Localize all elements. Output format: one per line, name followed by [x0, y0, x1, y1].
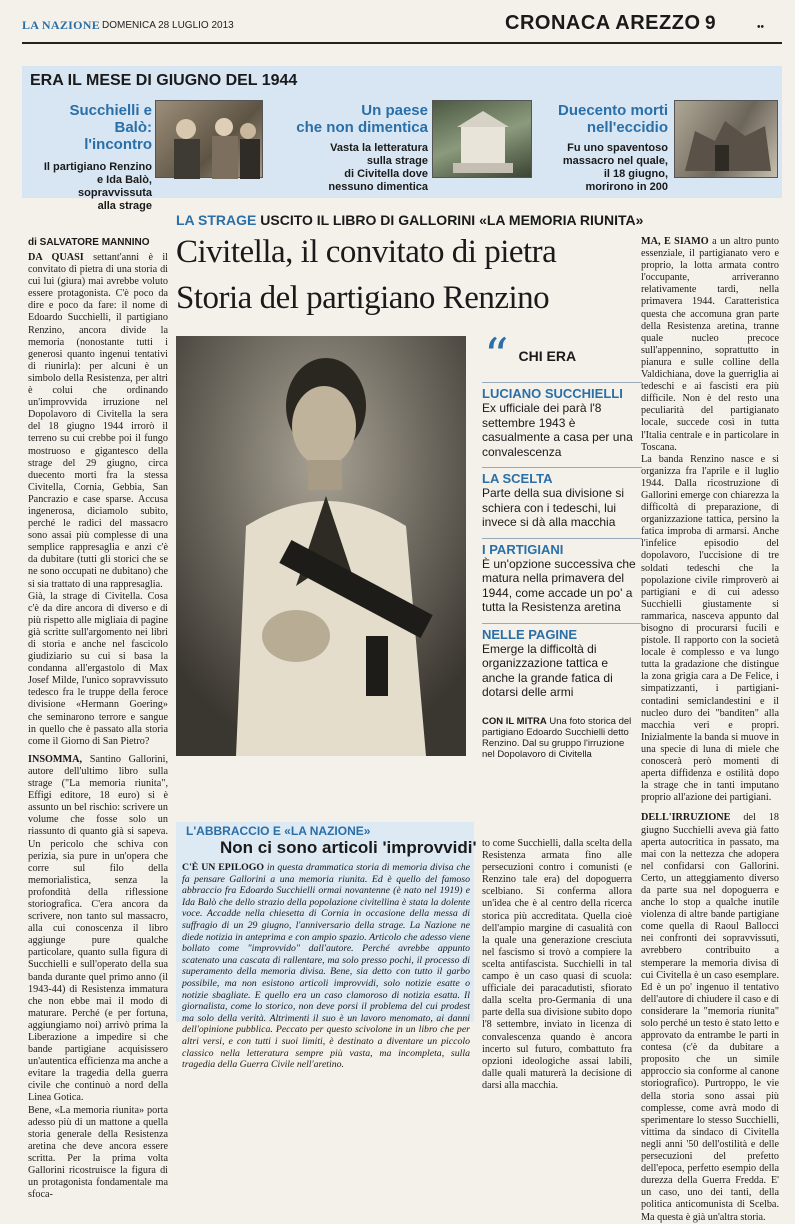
abbraccio-text — [182, 862, 471, 1071]
caption-text: Una foto storica del partigiano Edoardo Succhielli detto Renzino. Dal su gruppo l'irruzione nel Dopolavoro di Civitella — [482, 716, 632, 760]
sidebar-item-title: LA SCELTA — [482, 471, 553, 486]
paragraph — [641, 236, 779, 454]
sidebar-item-title: I PARTIGIANI — [482, 541, 564, 557]
teaser-1-title-l1: Succhielli e Balò: — [69, 102, 152, 136]
paragraph-text: Bene, «La memoria riunita» porta adesso più di un mattone a quella storia generale della Resistenza aretina che deve ancora essere scritta. Per la prima volta Gallorini ricostruisce la figura di un protagonista fondamentale ma sfoca- — [28, 1104, 168, 1201]
paragraph-lead: DELL'IRRUZIONE — [641, 812, 731, 824]
paragraph — [28, 754, 168, 1105]
teaser-2-text: nessuno dimentica — [328, 181, 428, 193]
teaser-2-title-l1: Un paese — [361, 102, 428, 119]
article-column-4 — [641, 236, 779, 1223]
ruins-photo-icon — [675, 101, 779, 179]
teaser-2-text: di Civitella dove — [344, 168, 428, 180]
sidebar-item — [482, 382, 642, 459]
sidebar-title: CHI ERA — [518, 348, 577, 364]
paragraph-text: to come Succhielli, dalla scelta della Resistenza armata fino alle persecuzioni contro i comunisti (e Renzino tale era) del dopoguerra scelbiano. Si conferma allora un'idea che è al centro della ricerca storica più accreditata. Quella cioè dell'ampio margine di casualità con la quale una generazione cresciuta nel fascismo si trovò a compiere la scelta antifascista. Succhielli in tal campo è un caso quasi di scuola: ufficiale dei paracadutisti, sfiorato dalla scelta pro-Germania di una parte della sua divisione subito dopo l'8 settembre, inviato in licenza di convalescenza quando è ancora incerto sul futuro, combattuto fra opzioni ideologiche assai labili, dalle quali maturerà la decisione di darsi alla macchia. — [482, 838, 632, 1091]
page-number: 9 — [705, 13, 716, 34]
partisan-photo[interactable] — [176, 336, 466, 756]
paragraph-text: settant'anni è il convitato di pietra di una storia di cui lui (giura) mai avrebbe voluto essere protagonista. C'è poco da dire e poco da fare: il nome di Edoardo Succhielli, il partigiano Renzino, ancora divide la memoria (nonostante tutti i generosi quanto ingenui tentativi di riunirla): per alcuni è un simbolo della Resistenza, per altri è colui che ordinando un'improvvida irruzione nel Dopolavoro di Civitella la sera del 18 giugno 1944 irrorò il terreno su cui crebbe poi il fungo mostruoso e gigantesco della strage del 29 giugno, circa duecento morti fra la stessa Civitella, Cornia, Gebbia, San Pancrazio e case sparse. Accusa ingenerosa, diciamolo subito, perché le radici del massacro sono assai più complesse di una semplice rappresaglia e anzi c'è da dubitare (tutti gli storici che se ne sono occupati ne dubitano) che si sia trattato di una rappresaglia. — [28, 252, 168, 590]
people-photo-icon — [156, 101, 264, 179]
teaser-1-photo[interactable] — [155, 100, 263, 178]
abbraccio-body: in questa drammatica storia di memoria divisa che fa pensare Gallorini a una memoria riunita. Ed è quello del famoso abbraccio fra Edoardo Succhielli ormai novantenne (è nato nel 1919) e Ida Balò che dello strazio della popolazione civitellina è stata la dolente voce. Accadde nella chiesetta di Cornia in occasione della messa di suffragio di un 29 giugno, l'anniversario della strage. La Nazione ne diede notizia in anteprima e con ampio spazio. Articolo che adesso viene bollato come "improvvido" dall'autore. Perché avrebbe appunto scatenato una cascata di rallentare, ma solo presso pochi, il processo di superamento della memoria divisa. Bene, sia detto con tutto il garbo possibile, ma non esistono articoli improvvidi, solo notizie esatte o notizie sbagliate. E quello era un caso clamoroso di notizia esatta. Il giornalista, come lo storico, non deve porsi il problema del cui prodest ma solo della verità. Altrimenti il suo è un lavoro menomato, ai danni dell'opinione pubblica. Peccato per questo scivolone in un libro che per altri versi, e con tutti i suoi limiti, è destinato a diventare un piccolo classico nella letteratura sempre più vasta, ma incompleta, sulla tragedia della Guerra Civile nell'aretino. — [182, 862, 471, 1071]
teaser-1-text: e Ida Balò, — [96, 174, 152, 186]
sidebar-item-text: È un'opzione successiva che matura nella primavera del 1944, come accade un po' a tutta la Resistenza aretina — [482, 556, 636, 614]
sidebar-item — [482, 467, 642, 530]
teaser-1-text: sopravvissuta — [78, 187, 152, 199]
paragraph-text: Già, la strage di Civitella. Cosa c'è da dire ancora di diverso e di più rispetto alle migliaia di pagine già scritte sull'argomento nei libri di storia e anche nel fascicolo giudiziario su cui si basa la condanna all'ergastolo di Max Josef Milde, l'unico sopravvissuto tedesco fra le truppe della feroce divisione «Hermann Goering» che seminarono terrore e sangue in quello che è passato alla storia come il Giorno di San Pietro? — [28, 590, 168, 747]
abbraccio-lead: C'È UN EPILOGO — [182, 862, 264, 873]
partisan-with-gun-icon — [176, 336, 466, 756]
abbraccio-kicker: L'ABBRACCIO E «LA NAZIONE» — [186, 824, 371, 838]
headline-line-1: Civitella, il convitato di pietra — [176, 234, 557, 270]
teaser-2-title-l2: che non dimentica — [296, 119, 428, 136]
teaser-1[interactable] — [34, 102, 152, 213]
header-rule — [22, 42, 782, 44]
paragraph — [641, 812, 779, 1223]
paragraph-lead: DA QUASI — [28, 252, 84, 263]
quote-mark-icon: “ — [484, 328, 509, 384]
sidebar-item-text: Parte della sua divisione si schiera con i tedeschi, lui invece si dà alla macchia — [482, 486, 625, 529]
teaser-3-title-l1: Duecento morti — [557, 102, 668, 119]
masthead: LA NAZIONE — [22, 18, 101, 32]
sidebar-item-title: LUCIANO SUCCHIELLI — [482, 386, 623, 401]
teaser-3-text: il 18 giugno, — [603, 168, 668, 180]
kicker-label: LA STRAGE — [176, 212, 257, 228]
paragraph-text: a un altro punto essenziale, il partigianato vero e proprio, la lotta armata contro l'occupante, arriveranno relativamente tardi, nella primavera 1944. Caratteristica questa che accomuna gran parte della Resistenza aretina, tranne quale nucleo precoce sull'appennino, soprattutto in pianura e sulle colline della Valdichiana, dove la guerriglia ai tedeschi e ai fascisti era più difficile. Non è del resto una peculiarità del partigianato locale, succede così in tutta l'Italia centrale e in particolare in Toscana. — [641, 236, 779, 453]
paragraph — [482, 838, 632, 1092]
teaser-1-title-l2: l'incontro — [84, 136, 152, 153]
teaser-1-text: Il partigiano Renzino — [43, 161, 152, 173]
paragraph — [28, 591, 168, 748]
caption-lead: CON IL MITRA — [482, 716, 547, 727]
sidebar-item — [482, 623, 642, 700]
banner-title: ERA IL MESE DI GIUGNO DEL 1944 — [30, 72, 298, 89]
issue-date: DOMENICA 28 LUGLIO 2013 — [102, 20, 234, 31]
headline-line-2: Storia del partigiano Renzino — [176, 280, 550, 316]
teaser-3-text: Fu uno spaventoso — [567, 142, 668, 154]
sidebar-item-title: NELLE PAGINE — [482, 626, 578, 642]
photo-caption — [482, 716, 632, 760]
teaser-2-text: Vasta la letteratura — [330, 142, 428, 154]
memorial-photo-icon — [433, 101, 533, 179]
sidebar-item-text: Emerge la difficoltà di organizzazione tattica e anche la grande fatica di dotarsi delle armi — [482, 641, 613, 699]
teaser-3-title-l2: nell'eccidio — [586, 119, 668, 136]
section-title: CRONACA AREZZO — [505, 12, 701, 34]
paragraph — [641, 454, 779, 805]
article-column-3 — [482, 838, 632, 1091]
paragraph-text: Santino Gallorini, autore dell'ultimo libro sulla strage ("La memoria riunita", Effigi editore, 18 euro) si è assunto un bel rischio: scrivere un volume che fosse solo un riassunto di quanto già si sapeva. Un pericolo che schiva con perizia, sia pure in un'opera che corre sul filo della memorialistica, senza la profondità della riflessione storiografica. C'era ancora da scrivere, non tanto sul massacro, alla cui conoscenza il libro aggiunge pure qualche particolare, quanto sulla figura di Succhielli e sull'operato della sua banda durante quel primo anno (il 1943-44) di Resistenza immatura che non ebbe mai il modo di maturare. Perché (e per fortuna, aggiungiamo noi) arrivò prima la Liberazione a impedire si che bande partigiane acquisissero un'autentica efficienza ma anche a evitare la tragedia della guerra civile che continuò a nord della Linea Gotica. — [28, 753, 168, 1104]
teaser-3-text: massacro nel quale, — [562, 155, 668, 167]
byline: di SALVATORE MANNINO — [28, 237, 150, 248]
paragraph-lead: MA, E SIAMO — [641, 236, 709, 247]
kicker-text: USCITO IL LIBRO DI GALLORINI «LA MEMORIA RIUNITA» — [260, 212, 644, 228]
paragraph — [28, 1105, 168, 1202]
paragraph — [28, 252, 168, 591]
paragraph-text: del 18 giugno Succhielli aveva già fatto aperta autocritica in passato, ma mai con la nettezza che adopera nel confidarsi con Gallorini. Certo, un atteggiamento diverso da parte sua nel dopoguerra e anche lo stop a qualche inutile violenza di altre bande partigiane come quella di Raoul Ballocci nei confronti dei sopravvissuti, avrebbero contribuito a stemperare la memoria divisa di cui Civitella è un caso esemplare. Ed è un po' ingenuo il tentativo dell'autore di chiudere il caso e di considerare la "memoria riunita" solo perché un testo è stato letto e approvato da entrambe le parti in contesa (c'è da dubitare a proposito che un simile approccio sia conforme al canone storiografico). Purtroppo, le vie della storia sono assai più complesse, come avrà modo di sperimentare lo stesso Succhielli, vittima da sindaco di Civitella negli anni '50 dell'ostilità e delle persecuzioni del prefetto dell'epoca, perfetto esempio della durezza della Guerra Fredda. E' un caso, uno dei tanti, della politica anticomunista di Scelba. Ma questa è già un'altra storia. — [641, 812, 779, 1223]
teaser-1-text: alla strage — [97, 200, 152, 212]
abbraccio-title: Non ci sono articoli 'improvvidi' — [220, 838, 477, 857]
sidebar-item-text: Ex ufficiale dei parà l'8 settembre 1943 è casualmente a casa per una convalescenza — [482, 401, 633, 459]
sidebar-item — [482, 538, 642, 615]
paragraph-text: La banda Renzino nasce e si organizza fra l'aprile e il luglio 1944. Dalla ricostruzione di Gallorini emerge con chiarezza la difficoltà di preparazione, di organizzazione tattica, persino la fatica improba di armarsi. Anche l'infelice episodio del dopolavoro, l'uccisione di tre soldati tedeschi che la popolazione civile rimproverò ai partigiani e di cui adesso Succhielli giustamente si rammarica, nasceva appunto dal bisogno di procurarsi fucili e pistole. Il rapporto con la società locale è complesso e va lungo tutta la gradazione che distingue la zona grigia cara a De Felice, i simpatizzanti, i partigiani-contadini semiclandestini e il nucleo duro dei "banditen" alla macchia veri e propri. Inizialmente la banda si muove in una specie di luna di miele che conoscerà però momenti di aperta diffidenza e ostilità dopo la strage che in tanti imputano proprio all'azione dei partigiani. — [641, 453, 779, 804]
teaser-2-text: sulla strage — [366, 155, 428, 167]
teaser-3[interactable] — [538, 102, 668, 194]
paragraph-lead: INSOMMA, — [28, 753, 83, 765]
teaser-3-text: morirono in 200 — [585, 181, 668, 193]
teaser-2-photo[interactable] — [432, 100, 532, 178]
teaser-3-photo[interactable] — [674, 100, 778, 178]
article-column-1 — [28, 252, 168, 1201]
article-kicker — [176, 212, 643, 228]
teaser-2[interactable] — [270, 102, 428, 194]
page-dots: •• — [757, 22, 765, 33]
chi-era-sidebar — [470, 328, 640, 706]
